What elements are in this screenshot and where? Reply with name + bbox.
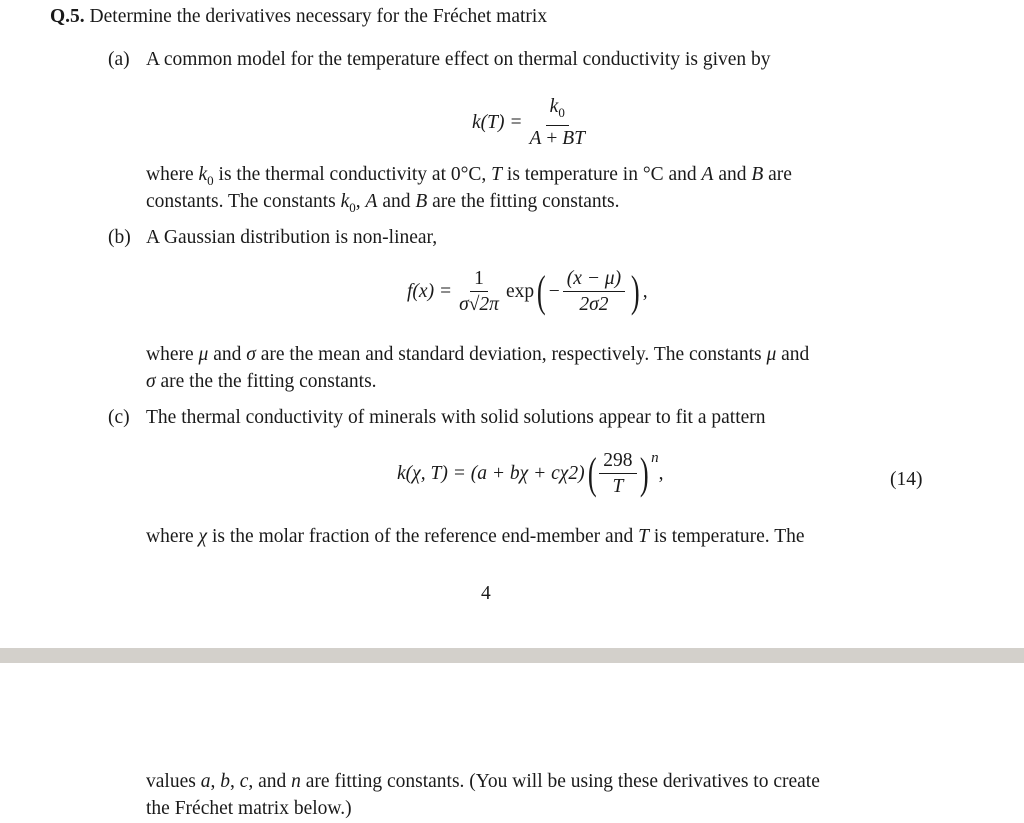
equation-b-denominator: σ√2π	[459, 294, 499, 315]
equation-c: k(χ, T) = (a + bχ + cχ2) ( $\frac{298}{T}$ ) n ,	[397, 449, 664, 498]
part-c-label: (c)	[108, 407, 130, 428]
continuation-line-2: the Fréchet matrix below.)	[146, 798, 352, 819]
part-a-intro: A common model for the temperature effect on thermal conductivity is given by	[146, 49, 771, 70]
question-number: Q.5.	[50, 6, 85, 27]
page-break-divider	[0, 648, 1024, 663]
equation-c-lhs: k(χ, T) = (a + bχ + cχ2)	[397, 463, 585, 484]
equation-number: (14)	[890, 469, 923, 490]
equation-b: f(x) = $\frac{1}{\sigma√2\pi}$ exp ( − $\frac{(x - \mu)}{2\sigma 2}$ ) ,	[407, 267, 648, 316]
part-b-intro: A Gaussian distribution is non-linear,	[146, 227, 438, 248]
equation-a-lhs: k(T) =	[472, 111, 523, 133]
part-b-text-1: where μ and σ are the mean and standard deviation, respectively. The constants μ and	[146, 344, 810, 365]
equation-b-inner-denominator: 2σ2	[579, 294, 609, 315]
part-b-label: (b)	[108, 227, 131, 248]
question-title: Determine the derivatives necessary for the Fréchet matrix	[89, 6, 548, 27]
equation-b-inner-numerator: (x − μ)	[563, 268, 625, 292]
part-b-text-2: σ are the the fitting constants.	[146, 371, 377, 392]
part-a-text-1: where $k_0$ is the thermal conductivity at 0°C, T is temperature in °C and A and B are	[146, 164, 792, 188]
part-c-text-1: where χ is the molar fraction of the reference end-member and T is temperature. The	[146, 526, 805, 547]
part-a-label: (a)	[108, 49, 130, 70]
question-heading	[50, 5, 547, 29]
equation-a: k(T) = $\frac{k_0}{A + BT}$	[472, 96, 585, 149]
continuation-line-1: values a, b, c, and n are fitting constants. (You will be using these derivatives to create	[146, 771, 820, 792]
part-c-intro: The thermal conductivity of minerals with solid solutions appear to fit a pattern	[146, 407, 766, 428]
part-a-text-2: constants. The constants $k_0$, A and B are the fitting constants.	[146, 191, 620, 215]
exponent: n	[651, 450, 659, 466]
equation-b-lhs: f(x) =	[407, 281, 453, 302]
page-number: 4	[481, 583, 491, 604]
